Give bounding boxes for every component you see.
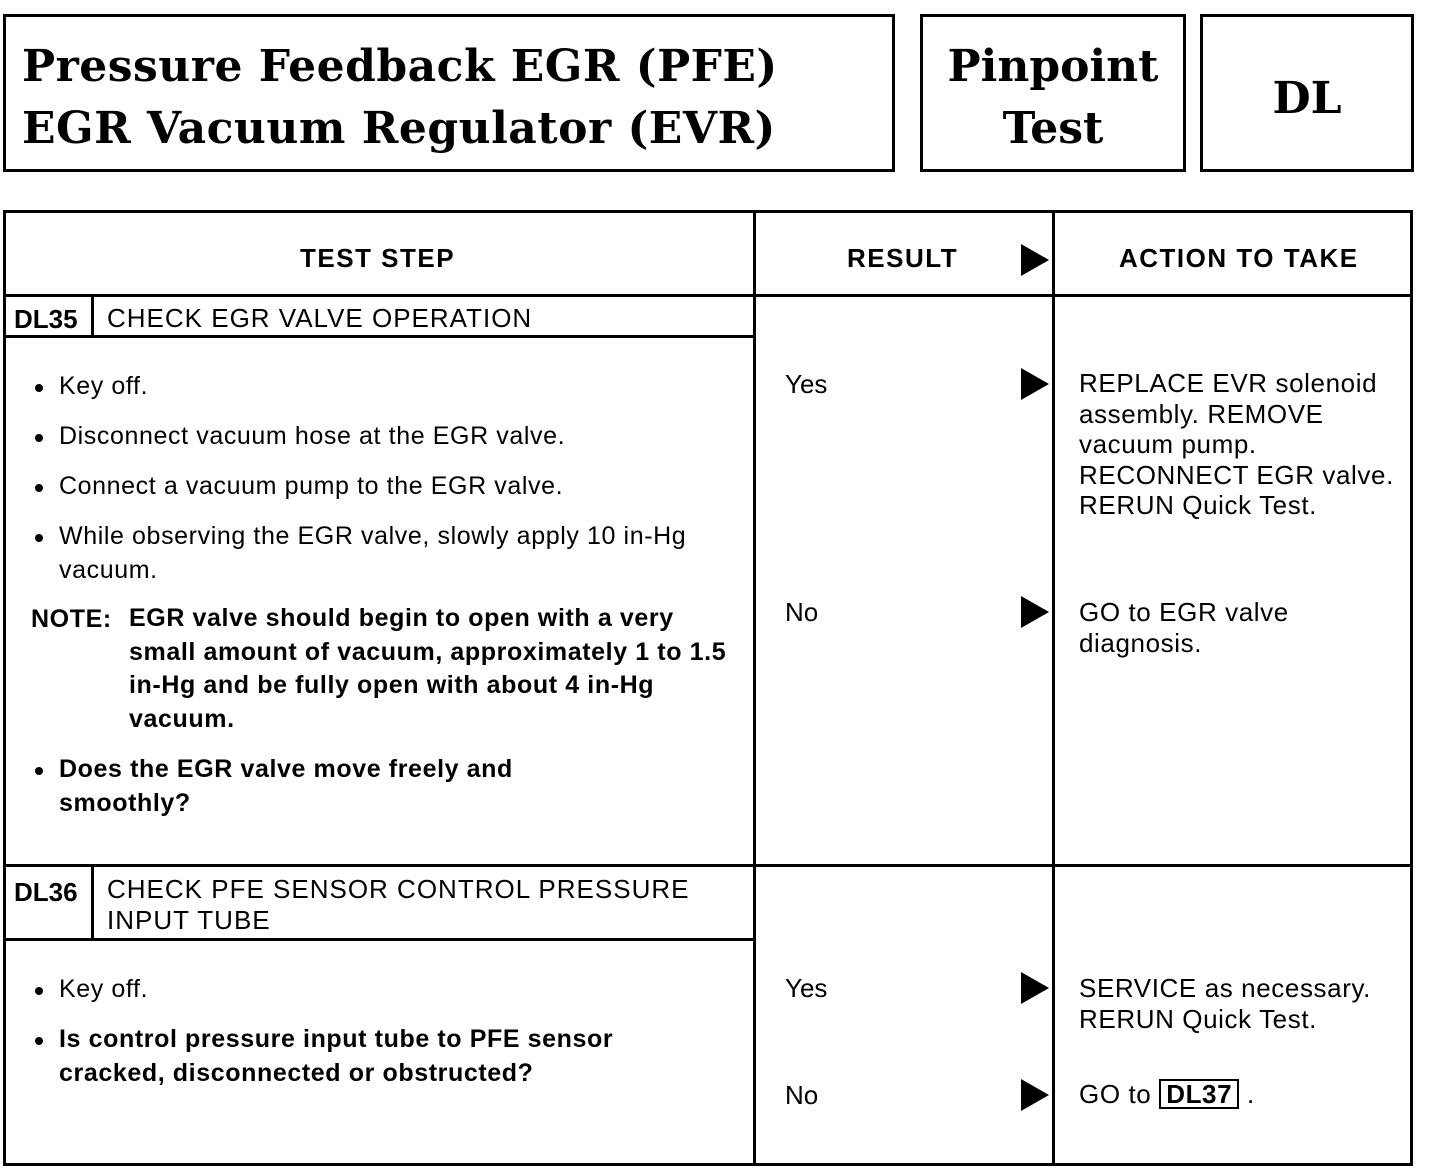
action-text: REPLACE EVR solenoid assembly. REMOVE vacuum pump. RECONNECT EGR valve. RERUN Quick Test. — [1079, 368, 1394, 520]
action-text: SERVICE as necessary. RERUN Quick Test. — [1079, 973, 1371, 1034]
header-divider — [6, 294, 1410, 297]
result-yes: Yes — [785, 369, 828, 399]
step-bullet: Connect a vacuum pump to the EGR valve. — [33, 469, 723, 503]
step-title-divider — [6, 335, 754, 338]
step-question: Does the EGR valve move freely and smoothly? — [33, 752, 633, 820]
arrow-right-icon — [1021, 244, 1049, 276]
column-divider — [753, 213, 756, 1163]
arrow-right-icon — [1021, 1079, 1049, 1111]
action-text: GO to EGR valve diagnosis. — [1079, 597, 1289, 658]
arrow-right-icon — [1021, 368, 1049, 400]
pinpoint-test-table — [3, 210, 1413, 1166]
title-line-1: Pressure Feedback EGR (PFE) — [22, 41, 778, 92]
test-type-line-2: Test — [1002, 103, 1104, 154]
column-header-action: ACTION TO TAKE — [1119, 243, 1359, 273]
step-code-divider — [91, 867, 94, 938]
test-code-box — [1200, 14, 1414, 172]
test-code: DL — [1272, 73, 1342, 124]
test-type-box — [920, 14, 1186, 172]
result-yes: Yes — [785, 973, 828, 1003]
step-title-divider — [6, 938, 754, 941]
title-line-2: EGR Vacuum Regulator (EVR) — [22, 103, 776, 154]
result-no: No — [785, 597, 819, 627]
step-bullet: Key off. — [33, 369, 723, 403]
note-text: EGR valve should begin to open with a very small amount of vacuum, approximately 1 to 1.5 in-Hg and be fully open with about 4 in-Hg vacuum. — [129, 604, 727, 733]
step-code: DL35 — [14, 304, 78, 334]
column-header-test-step: TEST STEP — [300, 243, 456, 273]
action-text — [1079, 1079, 1399, 1110]
action-suffix: . — [1247, 1079, 1255, 1109]
column-header-result: RESULT — [847, 243, 959, 273]
step-reference-link[interactable]: DL37 — [1159, 1079, 1239, 1109]
arrow-right-icon — [1021, 972, 1049, 1004]
title-box — [3, 14, 895, 172]
test-type-line-1: Pinpoint — [947, 41, 1159, 92]
step-title: CHECK PFE SENSOR CONTROL PRESSURE INPUT TUBE — [107, 874, 690, 935]
step-code-divider — [91, 297, 94, 335]
step-code: DL36 — [14, 877, 78, 907]
step-bullet: Disconnect vacuum hose at the EGR valve. — [33, 419, 723, 453]
step-title: CHECK EGR VALVE OPERATION — [107, 303, 533, 333]
step-bullet: While observing the EGR valve, slowly apply 10 in-Hg vacuum. — [33, 519, 723, 587]
step-divider — [6, 864, 1410, 867]
action-prefix: GO to — [1079, 1079, 1152, 1109]
step-bullet: Key off. — [33, 972, 723, 1006]
arrow-right-icon — [1021, 596, 1049, 628]
result-no: No — [785, 1080, 819, 1110]
step-question: Is control pressure input tube to PFE sensor cracked, disconnected or obstructed? — [33, 1022, 723, 1090]
column-divider — [1052, 213, 1055, 1163]
note-label: NOTE: — [31, 605, 112, 633]
